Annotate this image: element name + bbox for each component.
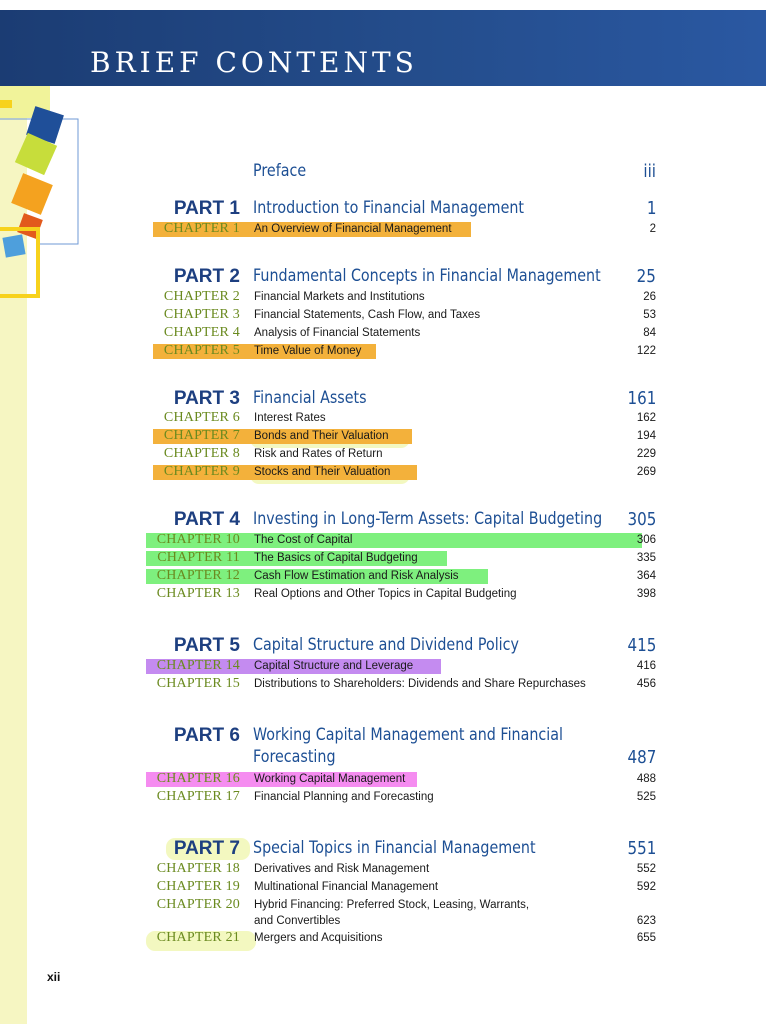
chapter-title-line2: and Convertibles [254, 915, 341, 927]
chapter-page: 269 [636, 466, 656, 478]
chapter-title: Interest Rates [254, 412, 326, 424]
preface-title: Preface [253, 161, 307, 181]
chapter-page: 592 [636, 881, 656, 893]
chapter-page: 26 [643, 291, 656, 303]
chapter-title: Cash Flow Estimation and Risk Analysis [254, 570, 459, 582]
chapter-label: CHAPTER 1 [163, 221, 240, 236]
chapter-page: 335 [636, 552, 656, 564]
chapter-page: 364 [636, 570, 656, 582]
page-title: BRIEF CONTENTS [90, 46, 418, 79]
chapter-label: CHAPTER 3 [163, 307, 240, 322]
chapter-label: CHAPTER 12 [156, 568, 240, 583]
chapter-title: Multinational Financial Management [254, 881, 439, 893]
chapter-label: CHAPTER 8 [163, 446, 240, 461]
part-title: Fundamental Concepts in Financial Management [253, 266, 601, 286]
chapter-page: 552 [636, 863, 656, 875]
chapter-title: The Cost of Capital [254, 534, 353, 546]
chapter-page: 122 [636, 345, 656, 357]
chapter-page: 162 [636, 412, 656, 424]
part-page: 305 [627, 509, 656, 530]
part-title-line2: Forecasting [253, 747, 336, 767]
chapter-title: Financial Markets and Institutions [254, 291, 425, 303]
part-page: 161 [627, 388, 656, 409]
part-page: 25 [636, 266, 656, 287]
part-label: PART 2 [173, 266, 240, 287]
chapter-title: The Basics of Capital Budgeting [254, 552, 418, 564]
chapter-title: Financial Planning and Forecasting [254, 791, 434, 803]
chapter-title: Risk and Rates of Return [254, 448, 383, 460]
part-label: PART 1 [173, 198, 240, 219]
chapter-title: Real Options and Other Topics in Capital Budgeting [254, 588, 517, 600]
chapter-page: 194 [636, 430, 656, 442]
chapter-label: CHAPTER 2 [163, 289, 240, 304]
chapter-title: Capital Structure and Leverage [254, 660, 414, 672]
chapter-page: 488 [636, 773, 656, 785]
chapter-title: Time Value of Money [254, 345, 362, 357]
chapter-page: 655 [636, 932, 656, 944]
chapter-label: CHAPTER 6 [163, 410, 240, 425]
chapter-page: 84 [643, 327, 656, 339]
chapter-page: 53 [643, 309, 656, 321]
chapter-label: CHAPTER 15 [156, 676, 240, 691]
chapter-label: CHAPTER 4 [163, 325, 240, 340]
part-title: Capital Structure and Dividend Policy [253, 635, 519, 655]
chapter-title: Analysis of Financial Statements [254, 327, 421, 339]
chapter-label: CHAPTER 11 [157, 550, 240, 565]
chapter-title: Derivatives and Risk Management [254, 863, 430, 875]
part-page: 1 [646, 198, 656, 219]
chapter-label: CHAPTER 17 [156, 789, 240, 804]
chapter-title: An Overview of Financial Management [254, 223, 452, 235]
chapter-label: CHAPTER 9 [163, 464, 240, 479]
chapter-label: CHAPTER 14 [156, 658, 240, 673]
part-label: PART 3 [173, 388, 240, 409]
part-label: PART 6 [173, 725, 240, 746]
chapter-title: Bonds and Their Valuation [254, 430, 389, 442]
part-page: 487 [627, 747, 656, 768]
part-title: Financial Assets [253, 388, 367, 408]
chapter-page: 2 [649, 223, 656, 235]
chapter-label: CHAPTER 21 [156, 930, 240, 945]
chapter-title: Working Capital Management [254, 773, 406, 785]
part-page: 551 [627, 838, 656, 859]
chapter-label: CHAPTER 13 [156, 586, 240, 601]
chapter-label: CHAPTER 20 [156, 897, 240, 912]
part-title: Special Topics in Financial Management [253, 838, 536, 858]
chapter-label: CHAPTER 18 [156, 861, 240, 876]
chapter-title: Distributions to Shareholders: Dividends and Share Repurchases [254, 678, 586, 690]
part-label: PART 4 [173, 509, 240, 530]
page-number: xii [47, 970, 61, 984]
chapter-label: CHAPTER 10 [156, 532, 240, 547]
chapter-label: CHAPTER 16 [156, 771, 240, 786]
preface-page: iii [643, 161, 656, 182]
part-label: PART 5 [173, 635, 240, 656]
chapter-page: 416 [636, 660, 656, 672]
chapter-page: 456 [636, 678, 656, 690]
chapter-page: 525 [636, 791, 656, 803]
chapter-page: 306 [636, 534, 656, 546]
chapter-title: Stocks and Their Valuation [254, 466, 391, 478]
part-title: Working Capital Management and Financial [253, 725, 563, 745]
chapter-label: CHAPTER 5 [163, 343, 240, 358]
part-page: 415 [627, 635, 656, 656]
chapter-page: 623 [636, 915, 656, 927]
chapter-title: Financial Statements, Cash Flow, and Taxes [254, 309, 481, 321]
chapter-title: Hybrid Financing: Preferred Stock, Leasing, Warrants, [254, 899, 530, 911]
chapter-page: 398 [636, 588, 656, 600]
part-title: Investing in Long-Term Assets: Capital Budgeting [253, 509, 603, 529]
chapter-label: CHAPTER 7 [163, 428, 240, 443]
part-label: PART 7 [173, 838, 240, 859]
chapter-page: 229 [636, 448, 656, 460]
part-title: Introduction to Financial Management [253, 198, 525, 218]
chapter-title: Mergers and Acquisitions [254, 932, 383, 944]
chapter-label: CHAPTER 19 [156, 879, 240, 894]
